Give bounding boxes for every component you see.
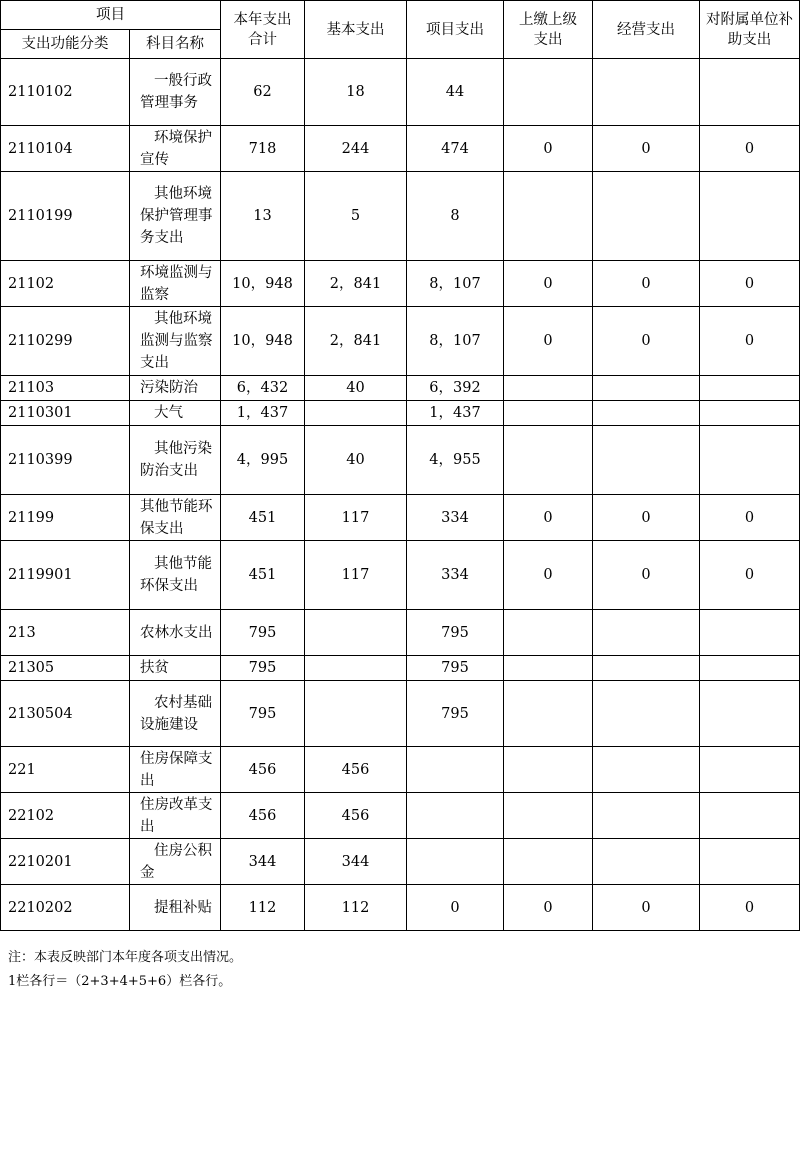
cell-subsidy: 0	[700, 307, 800, 376]
cell-basic: 456	[305, 747, 407, 793]
cell-project: 8，107	[407, 261, 504, 307]
table-row	[1, 172, 800, 261]
cell-basic: 456	[305, 793, 407, 839]
cell-project: 334	[407, 541, 504, 610]
cell-upper	[504, 747, 593, 793]
cell-name: 扶贫	[130, 656, 221, 681]
cell-upper	[504, 610, 593, 656]
cell-code: 2130504	[1, 681, 130, 747]
cell-subsidy	[700, 59, 800, 126]
cell-upper	[504, 401, 593, 426]
cell-business: 0	[593, 495, 700, 541]
cell-business	[593, 426, 700, 495]
cell-name: 一般行政管理事务	[130, 59, 221, 126]
cell-name: 住房保障支出	[130, 747, 221, 793]
cell-upper	[504, 839, 593, 885]
cell-total: 451	[221, 495, 305, 541]
cell-code: 2210201	[1, 839, 130, 885]
header-project: 项目支出	[407, 1, 504, 59]
cell-name: 污染防治	[130, 376, 221, 401]
cell-business	[593, 401, 700, 426]
cell-basic: 5	[305, 172, 407, 261]
cell-upper	[504, 376, 593, 401]
cell-basic: 112	[305, 885, 407, 931]
header-upper: 上缴上级支出	[504, 1, 593, 59]
cell-subsidy	[700, 172, 800, 261]
cell-total: 10，948	[221, 307, 305, 376]
cell-subsidy	[700, 376, 800, 401]
cell-project: 8	[407, 172, 504, 261]
cell-total: 6，432	[221, 376, 305, 401]
cell-total: 456	[221, 793, 305, 839]
cell-project: 0	[407, 885, 504, 931]
cell-name: 大气	[130, 401, 221, 426]
cell-subsidy	[700, 656, 800, 681]
cell-code: 2110199	[1, 172, 130, 261]
cell-total: 4，995	[221, 426, 305, 495]
cell-total: 112	[221, 885, 305, 931]
cell-total: 456	[221, 747, 305, 793]
header-name: 科目名称	[130, 30, 221, 59]
table-row	[1, 681, 800, 747]
cell-total: 10，948	[221, 261, 305, 307]
cell-business: 0	[593, 541, 700, 610]
cell-code: 22102	[1, 793, 130, 839]
cell-code: 21199	[1, 495, 130, 541]
cell-code: 21305	[1, 656, 130, 681]
cell-subsidy: 0	[700, 126, 800, 172]
cell-business	[593, 681, 700, 747]
cell-basic	[305, 681, 407, 747]
cell-total: 62	[221, 59, 305, 126]
cell-business: 0	[593, 261, 700, 307]
table-body	[1, 59, 800, 931]
cell-business	[593, 747, 700, 793]
cell-business	[593, 610, 700, 656]
cell-subsidy	[700, 681, 800, 747]
cell-project: 474	[407, 126, 504, 172]
cell-name: 提租补贴	[130, 885, 221, 931]
cell-upper	[504, 59, 593, 126]
cell-total: 344	[221, 839, 305, 885]
cell-code: 2110102	[1, 59, 130, 126]
cell-upper: 0	[504, 541, 593, 610]
cell-upper: 0	[504, 885, 593, 931]
cell-name: 环境监测与监察	[130, 261, 221, 307]
cell-subsidy	[700, 839, 800, 885]
cell-business	[593, 376, 700, 401]
cell-project	[407, 839, 504, 885]
cell-basic	[305, 656, 407, 681]
cell-basic: 117	[305, 541, 407, 610]
cell-subsidy: 0	[700, 885, 800, 931]
table-row	[1, 656, 800, 681]
cell-basic: 2，841	[305, 261, 407, 307]
table-row	[1, 610, 800, 656]
cell-basic: 40	[305, 376, 407, 401]
table-row	[1, 495, 800, 541]
cell-basic	[305, 610, 407, 656]
cell-project: 795	[407, 656, 504, 681]
cell-code: 21102	[1, 261, 130, 307]
cell-project: 8，107	[407, 307, 504, 376]
cell-total: 718	[221, 126, 305, 172]
cell-basic	[305, 401, 407, 426]
cell-upper	[504, 656, 593, 681]
cell-code: 2110301	[1, 401, 130, 426]
cell-subsidy	[700, 747, 800, 793]
cell-subsidy: 0	[700, 495, 800, 541]
note-line-2: 1栏各行＝（2+3+4+5+6）栏各行。	[8, 974, 232, 989]
cell-upper: 0	[504, 307, 593, 376]
cell-total: 451	[221, 541, 305, 610]
cell-basic: 117	[305, 495, 407, 541]
cell-code: 2110399	[1, 426, 130, 495]
header-project-group: 项目	[1, 1, 221, 30]
cell-subsidy: 0	[700, 541, 800, 610]
cell-total: 1，437	[221, 401, 305, 426]
cell-basic: 40	[305, 426, 407, 495]
cell-upper: 0	[504, 126, 593, 172]
cell-project: 1，437	[407, 401, 504, 426]
table-row	[1, 59, 800, 126]
table-row	[1, 793, 800, 839]
cell-name: 其他节能环保支出	[130, 495, 221, 541]
table-row	[1, 376, 800, 401]
cell-name: 农村基础设施建设	[130, 681, 221, 747]
cell-name: 住房改革支出	[130, 793, 221, 839]
cell-name: 其他污染防治支出	[130, 426, 221, 495]
cell-upper	[504, 681, 593, 747]
cell-basic: 344	[305, 839, 407, 885]
cell-project: 795	[407, 681, 504, 747]
table-row	[1, 747, 800, 793]
cell-subsidy	[700, 793, 800, 839]
table-row	[1, 426, 800, 495]
table-row	[1, 839, 800, 885]
cell-business: 0	[593, 126, 700, 172]
note-line-1: 注：本表反映部门本年度各项支出情况。	[8, 950, 243, 965]
cell-project	[407, 793, 504, 839]
cell-code: 21103	[1, 376, 130, 401]
cell-business	[593, 793, 700, 839]
cell-basic: 18	[305, 59, 407, 126]
header-subsidy: 对附属单位补助支出	[700, 1, 800, 59]
table-notes	[8, 946, 242, 994]
cell-business: 0	[593, 307, 700, 376]
table-row	[1, 261, 800, 307]
cell-upper	[504, 793, 593, 839]
table-row	[1, 401, 800, 426]
cell-upper	[504, 172, 593, 261]
cell-subsidy: 0	[700, 261, 800, 307]
cell-name: 其他环境监测与监察支出	[130, 307, 221, 376]
header-basic: 基本支出	[305, 1, 407, 59]
cell-project: 44	[407, 59, 504, 126]
cell-code: 221	[1, 747, 130, 793]
table-row	[1, 541, 800, 610]
table-row	[1, 885, 800, 931]
cell-name: 住房公积金	[130, 839, 221, 885]
cell-total: 795	[221, 656, 305, 681]
header-business: 经营支出	[593, 1, 700, 59]
cell-total: 795	[221, 681, 305, 747]
cell-upper	[504, 426, 593, 495]
cell-total: 795	[221, 610, 305, 656]
cell-code: 2119901	[1, 541, 130, 610]
cell-code: 2210202	[1, 885, 130, 931]
table-row	[1, 307, 800, 376]
cell-total: 13	[221, 172, 305, 261]
cell-subsidy	[700, 426, 800, 495]
cell-business	[593, 59, 700, 126]
cell-name: 环境保护宣传	[130, 126, 221, 172]
cell-name: 其他节能环保支出	[130, 541, 221, 610]
cell-business	[593, 172, 700, 261]
cell-subsidy	[700, 610, 800, 656]
cell-code: 213	[1, 610, 130, 656]
cell-business	[593, 839, 700, 885]
cell-name: 其他环境保护管理事务支出	[130, 172, 221, 261]
table-row	[1, 126, 800, 172]
cell-name: 农林水支出	[130, 610, 221, 656]
cell-business: 0	[593, 885, 700, 931]
cell-basic: 244	[305, 126, 407, 172]
cell-project: 795	[407, 610, 504, 656]
cell-basic: 2，841	[305, 307, 407, 376]
cell-project: 6，392	[407, 376, 504, 401]
cell-subsidy	[700, 401, 800, 426]
header-code: 支出功能分类	[1, 30, 130, 59]
cell-project: 334	[407, 495, 504, 541]
cell-project	[407, 747, 504, 793]
cell-project: 4，955	[407, 426, 504, 495]
cell-business	[593, 656, 700, 681]
cell-code: 2110104	[1, 126, 130, 172]
cell-code: 2110299	[1, 307, 130, 376]
cell-upper: 0	[504, 261, 593, 307]
header-total: 本年支出合计	[221, 1, 305, 59]
cell-upper: 0	[504, 495, 593, 541]
